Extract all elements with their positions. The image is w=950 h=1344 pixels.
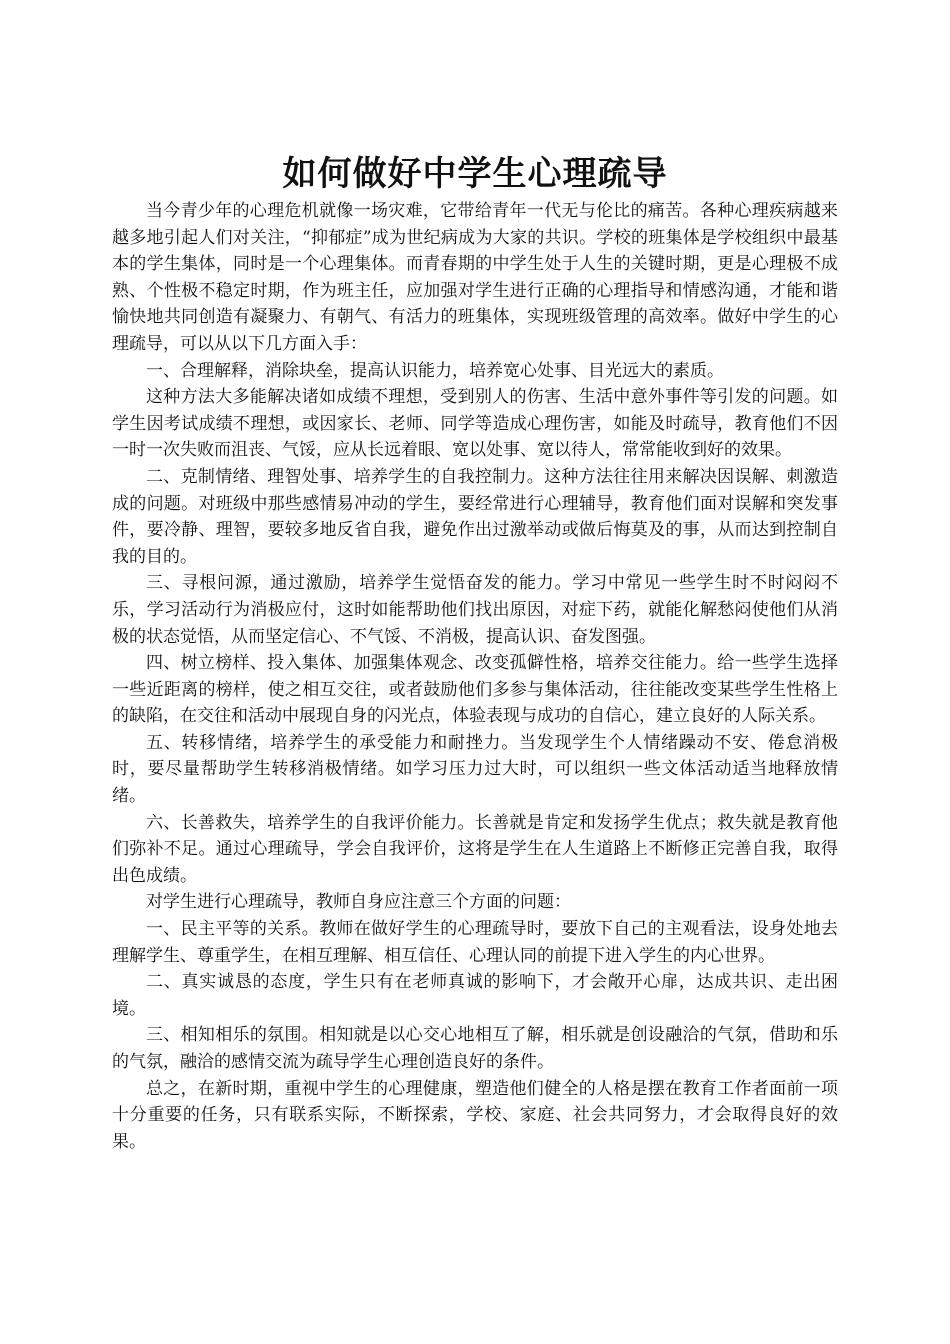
paragraph-method-6: 六、长善救失，培养学生的自我评价能力。长善就是肯定和发扬学生优点；救失就是教育他们弥补不足。通过心理疏导，学会自我评价，这将是学生在人生道路上不断修正完善自我，取得出色成绩。: [112, 812, 838, 886]
paragraph-teacher-2: 二、真实诚恳的态度，学生只有在老师真诚的影响下，才会敞开心扉，达成共识、走出困境。: [112, 972, 838, 1019]
paragraph-method-3: 三、寻根问源，通过激励，培养学生觉悟奋发的能力。学习中常见一些学生时不时闷闷不乐，学习活动行为消极应付，这时如能帮助他们找出原因，对症下药，就能化解愁闷使他们从消极的状态觉悟，从而坚定信心、不气馁、不消极，提高认识、奋发图强。: [112, 573, 838, 647]
paragraph-teacher-intro: 对学生进行心理疏导，教师自身应注意三个方面的问题：: [146, 892, 571, 913]
paragraph-method-2: 二、克制情绪、理智处事、培养学生的自我控制力。这种方法往往用来解决因误解、刺激造成的问题。对班级中那些感情易冲动的学生，要经常进行心理辅导，教育他们面对误解和突发事件，要冷静、理智，要较多地反省自我，避免作出过激举动或做后悔莫及的事，从而达到控制自我的目的。: [112, 466, 838, 567]
document-body: [112, 198, 838, 1155]
paragraph-intro: 当今青少年的心理危机就像一场灾难，它带给青年一代无与伦比的痛苦。各种心理疾病越来越多地引起人们对关注，“抑郁症”成为世纪病成为大家的共识。学校的班集体是学校组织中最基本的学生集体，同时是一个心理集体。而青春期的中学生处于人生的关键时期，更是心理极不成熟、个性极不稳定时期，作为班主任，应加强对学生进行正确的心理指导和情感沟通，才能和谐愉快地共同创造有凝聚力、有朝气、有活力的班集体，实现班级管理的高效率。做好中学生的心理疏导，可以从以下几方面入手：: [112, 201, 838, 354]
document-title: 如何做好中学生心理疏导: [282, 153, 668, 194]
paragraph-method-5: 五、转移情绪，培养学生的承受能力和耐挫力。当发现学生个人情绪躁动不安、倦怠消极时，要尽量帮助学生转移消极情绪。如学习压力过大时，可以组织一些文体活动适当地释放情绪。: [112, 732, 838, 807]
paragraph-conclusion: 总之，在新时期，重视中学生的心理健康，塑造他们健全的人格是摆在教育工作者面前一项十分重要的任务，只有联系实际，不断探索，学校、家庭、社会共同努力，才会取得良好的效果。: [112, 1078, 838, 1152]
paragraph-teacher-1: 一、民主平等的关系。教师在做好学生的心理疏导时，要放下自己的主观看法，设身处地去理解学生、尊重学生，在相互理解、相互信任、心理认同的前提下进入学生的内心世界。: [112, 919, 838, 966]
paragraph-teacher-3: 三、相知相乐的氛围。相知就是以心交心地相互了解，相乐就是创设融洽的气氛，借助和乐的气氛，融洽的感情交流为疏导学生心理创造良好的条件。: [112, 1025, 838, 1072]
paragraph-method-1-heading: 一、合理解释，消除块垒，提高认识能力，培养宽心处事、目光远大的素质。: [146, 360, 724, 381]
paragraph-method-4: 四、树立榜样、投入集体、加强集体观念、改变孤僻性格，培养交往能力。给一些学生选择一些近距离的榜样，使之相互交往，或者鼓励他们多参与集体活动，往往能改变某些学生性格上的缺陷，在交往和活动中展现自身的闪光点，体验表现与成功的自信心，建立良好的人际关系。: [112, 653, 838, 727]
paragraph-method-1-detail: 这种方法大多能解决诸如成绩不理想，受到别人的伤害、生活中意外事件等引发的问题。如学生因考试成绩不理想，或因家长、老师、同学等造成心理伤害，如能及时疏导，教育他们不因一时一次失败而沮丧、气馁，应从长远着眼、宽以处事、宽以待人，常常能收到好的效果。: [112, 387, 838, 461]
